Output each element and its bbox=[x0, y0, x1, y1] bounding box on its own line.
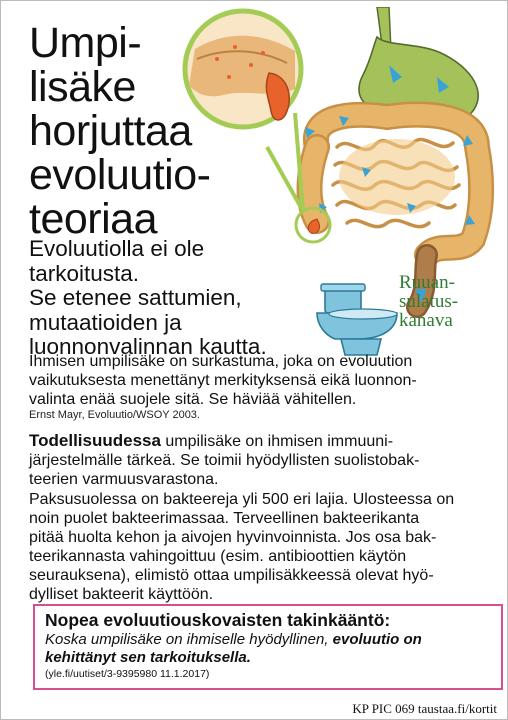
lead-rest: umpilisäke on ihmisen immuuni- bbox=[160, 433, 394, 450]
label-line: sulatus- bbox=[399, 291, 459, 312]
paragraph-line: Paksusuolessa on bakteereja yli 500 eri lajia. Ulosteessa on bbox=[29, 491, 455, 508]
lead-word: Todellisuudessa bbox=[29, 431, 161, 450]
paragraph-line: noin puolet bakteerimassaa. Terveellinen bakteerikanta bbox=[29, 510, 420, 527]
paragraph-line: seurauksena), elimistö ottaa umpilisäkkeessä olevat hyö- bbox=[29, 567, 434, 584]
subtitle-line: Evoluutiolla ei ole bbox=[29, 236, 205, 261]
subtitle-line: Se etenee sattumien, bbox=[29, 285, 242, 310]
quote bbox=[29, 352, 499, 409]
paragraph-line: teerien varmuusvarastona. bbox=[29, 471, 219, 488]
box-reference: (yle.fi/uutiset/3-9395980 11.1.2017) bbox=[45, 668, 210, 680]
box-plain: Koska umpilisäke on ihmiselle hyödyllinen, bbox=[45, 631, 333, 648]
box-text bbox=[45, 631, 491, 667]
box-line bbox=[45, 649, 491, 667]
label-line: Ruuan- bbox=[399, 272, 455, 293]
label-line: kanava bbox=[399, 310, 453, 331]
quote-line: valinta enää suojele sitä. Se häviää vähitellen. bbox=[29, 391, 357, 408]
paragraph-line: järjestelmälle tärkeä. Se toimii hyödyllisten suolistobak- bbox=[29, 452, 420, 469]
paragraph-line: pitää huolta kehon ja aivojen hyvinvoinnista. Jos osa bak- bbox=[29, 529, 437, 546]
paragraph-line bbox=[29, 431, 499, 451]
magnifier-illustration bbox=[185, 11, 303, 211]
digestive-tract-label bbox=[399, 273, 489, 330]
bacteria-paragraph bbox=[29, 490, 499, 604]
title-line: teoriaa bbox=[29, 195, 157, 243]
box-title: Nopea evoluutiouskovaisten takinkääntö: bbox=[45, 610, 391, 630]
title-line: evoluutio- bbox=[29, 151, 211, 199]
box-bold: evoluutio on bbox=[332, 631, 422, 648]
highlight-box bbox=[33, 604, 503, 690]
paragraph-line: dylliset bakteerit käyttöön. bbox=[29, 586, 214, 603]
title-line: horjuttaa bbox=[29, 107, 192, 155]
title-line: Umpi- bbox=[29, 19, 142, 67]
paragraph-line: teerikannasta vahingoittuu (esim. antibioottien käytön bbox=[29, 548, 407, 565]
box-bold: kehittänyt sen tarkoituksella. bbox=[45, 649, 251, 666]
quote-line: vaikutuksesta menettänyt merkityksensä eikä luonnon- bbox=[29, 372, 417, 389]
footer-credit: KP PIC 069 taustaa.fi/kortit bbox=[352, 701, 497, 716]
subtitle-line: luonnonvalinnan kautta. bbox=[29, 334, 267, 359]
quote-source: Ernst Mayr, Evoluutio/WSOY 2003. bbox=[29, 409, 200, 421]
toilet-icon bbox=[317, 284, 397, 355]
box-line bbox=[45, 631, 491, 649]
subtitle-line: mutaatioiden ja bbox=[29, 309, 182, 335]
title-line: lisäke bbox=[29, 63, 136, 111]
quote-line: Ihmisen umpilisäke on surkastuma, joka on evoluution bbox=[29, 353, 413, 370]
subtitle bbox=[29, 237, 329, 360]
subtitle-line: tarkoitusta. bbox=[29, 260, 140, 286]
reality-paragraph bbox=[29, 431, 499, 489]
